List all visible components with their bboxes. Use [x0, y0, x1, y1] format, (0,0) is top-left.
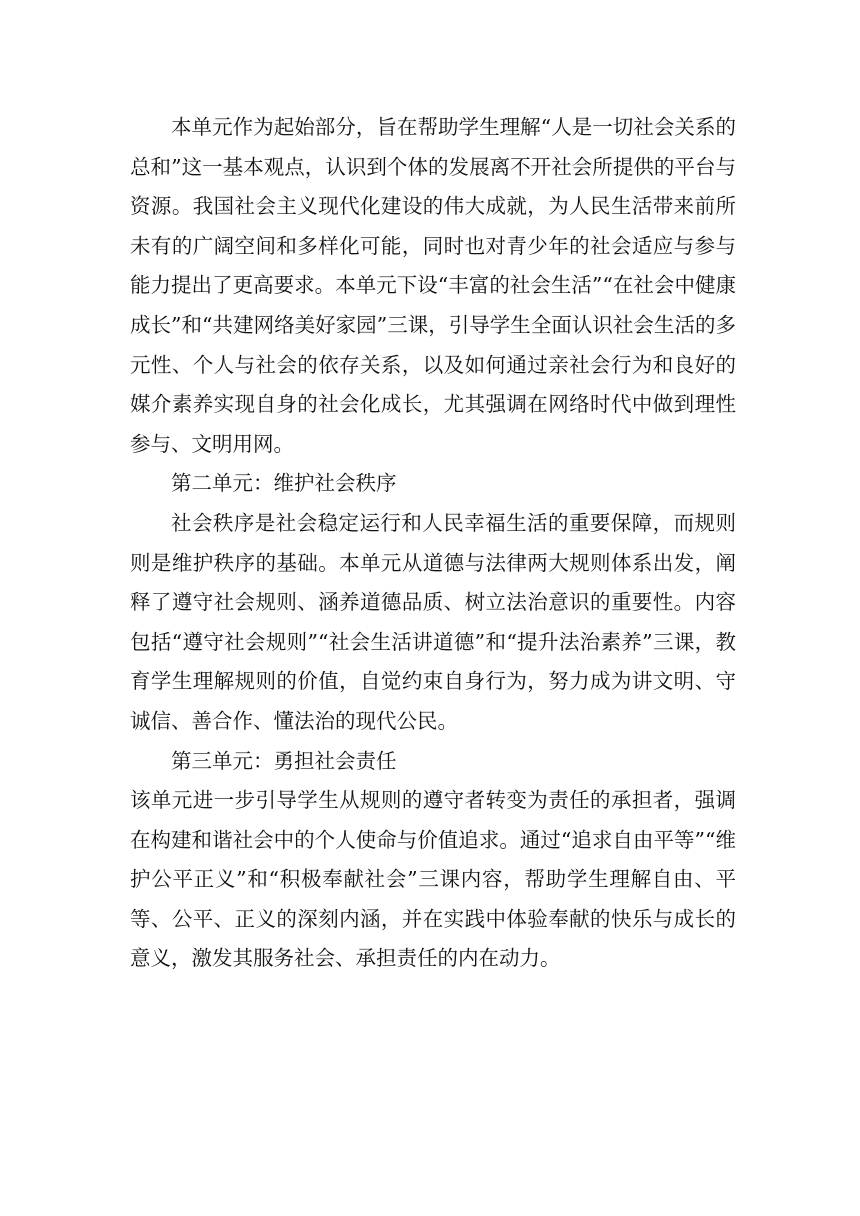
unit3-heading: 第三单元：勇担社会责任: [171, 748, 397, 773]
document-body: [130, 108, 736, 979]
unit2-body-paragraph: 社会秩序是社会稳定运行和人民幸福生活的重要保障，而规则则是维护秩序的基础。本单元从道德与法律两大规则体系出发，阐释了遵守社会规则、涵养道德品质、树立法治意识的重要性。内容包括“遵守社会规则”“社会生活讲道德”和“提升法治素养”三课，教育学生理解规则的价值，自觉约束自身行为，努力成为讲文明、守诚信、善合作、懂法治的现代公民。: [130, 510, 736, 733]
unit3-body-paragraph: 该单元进一步引导学生从规则的遵守者转变为责任的承担者，强调在构建和谐社会中的个人使命与价值追求。通过“追求自由平等”“维护公平正义”和“积极奉献社会”三课内容，帮助学生理解自由、平等、公平、正义的深刻内涵，并在实践中体验奉献的快乐与成长的意义，激发其服务社会、承担责任的内在动力。: [130, 788, 736, 971]
unit2-heading: 第二单元：维护社会秩序: [171, 471, 397, 496]
unit1-intro-paragraph: 本单元作为起始部分，旨在帮助学生理解“人是一切社会关系的总和”这一基本观点，认识到个体的发展离不开社会所提供的平台与资源。我国社会主义现代化建设的伟大成就，为人民生活带来前所未有的广阔空间和多样化可能，同时也对青少年的社会适应与参与能力提出了更高要求。本单元下设“丰富的社会生活”“在社会中健康成长”和“共建网络美好家园”三课，引导学生全面认识社会生活的多元性、个人与社会的依存关系，以及如何通过亲社会行为和良好的媒介素养实现自身的社会化成长，尤其强调在网络时代中做到理性参与、文明用网。: [130, 115, 736, 456]
